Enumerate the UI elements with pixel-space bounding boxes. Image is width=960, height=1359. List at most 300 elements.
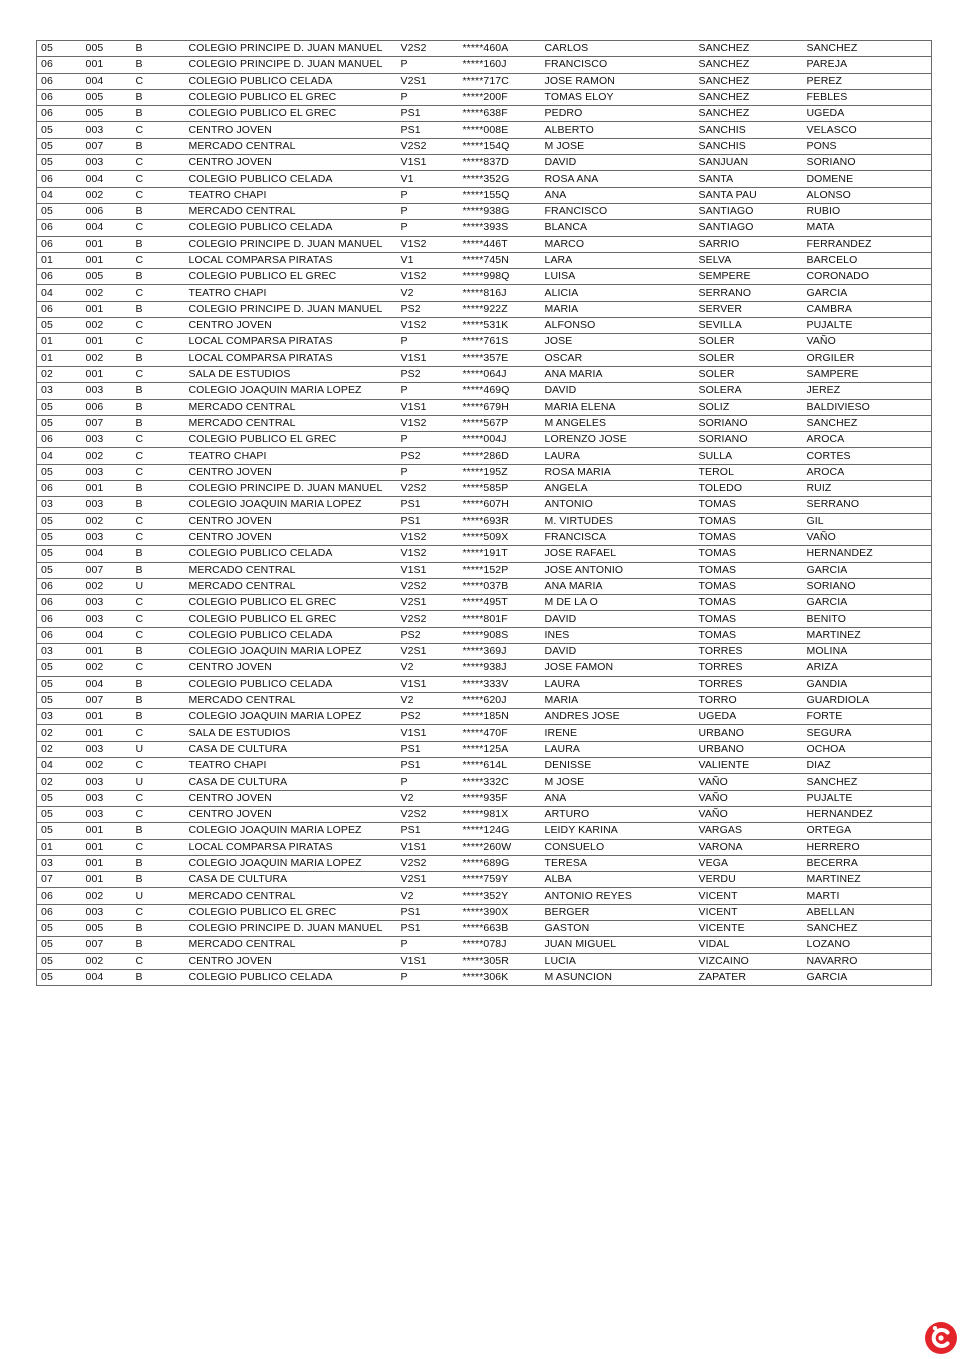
cell-first-name: ANA MARIA	[541, 578, 695, 594]
cell-role-code: V1S1	[397, 725, 459, 741]
table-row	[37, 921, 932, 937]
cell-first-name: ANA MARIA	[541, 366, 695, 382]
cell-surname-1: SANCHEZ	[695, 73, 803, 89]
cell-section: 003	[82, 904, 132, 920]
cell-surname-2: HERRERO	[803, 839, 932, 855]
cell-polling-place: MERCADO CENTRAL	[185, 203, 397, 219]
cell-table-letter: U	[132, 774, 185, 790]
cell-polling-place: CASA DE CULTURA	[185, 741, 397, 757]
table-row	[37, 660, 932, 676]
cell-district: 05	[37, 122, 82, 138]
cell-surname-2: PEREZ	[803, 73, 932, 89]
cell-polling-place: COLEGIO PUBLICO CELADA	[185, 73, 397, 89]
cell-section: 002	[82, 660, 132, 676]
cell-section: 003	[82, 774, 132, 790]
cell-district: 06	[37, 301, 82, 317]
table-row	[37, 823, 932, 839]
cell-first-name: ALBA	[541, 872, 695, 888]
cell-first-name: M. VIRTUDES	[541, 513, 695, 529]
cell-surname-1: TOMAS	[695, 546, 803, 562]
cell-polling-place: MERCADO CENTRAL	[185, 578, 397, 594]
cell-surname-1: SANTA	[695, 171, 803, 187]
cell-table-letter: B	[132, 383, 185, 399]
cell-section: 006	[82, 399, 132, 415]
cell-section: 003	[82, 529, 132, 545]
publisher-logo-icon	[924, 1321, 958, 1355]
cell-table-letter: B	[132, 546, 185, 562]
cell-polling-place: CENTRO JOVEN	[185, 318, 397, 334]
cell-polling-place: CENTRO JOVEN	[185, 464, 397, 480]
cell-table-letter: C	[132, 73, 185, 89]
table-row	[37, 953, 932, 969]
cell-surname-1: VALIENTE	[695, 758, 803, 774]
cell-id-masked: *****816J	[459, 285, 541, 301]
cell-polling-place: COLEGIO PRINCIPE D. JUAN MANUEL	[185, 41, 397, 57]
cell-district: 05	[37, 203, 82, 219]
cell-table-letter: B	[132, 106, 185, 122]
cell-role-code: PS1	[397, 921, 459, 937]
cell-first-name: DAVID	[541, 643, 695, 659]
cell-id-masked: *****638F	[459, 106, 541, 122]
cell-role-code: V1	[397, 171, 459, 187]
cell-first-name: DAVID	[541, 611, 695, 627]
table-row	[37, 611, 932, 627]
cell-role-code: V1S2	[397, 415, 459, 431]
cell-table-letter: C	[132, 953, 185, 969]
cell-polling-place: COLEGIO PUBLICO CELADA	[185, 969, 397, 985]
table-row	[37, 57, 932, 73]
cell-table-letter: C	[132, 432, 185, 448]
cell-polling-place: COLEGIO PUBLICO CELADA	[185, 171, 397, 187]
cell-table-letter: B	[132, 969, 185, 985]
cell-surname-1: SANCHEZ	[695, 41, 803, 57]
cell-surname-1: TOMAS	[695, 529, 803, 545]
cell-role-code: P	[397, 334, 459, 350]
cell-first-name: TOMAS ELOY	[541, 89, 695, 105]
cell-role-code: P	[397, 464, 459, 480]
cell-table-letter: U	[132, 578, 185, 594]
cell-surname-2: BARCELO	[803, 252, 932, 268]
cell-surname-1: VAÑO	[695, 774, 803, 790]
cell-section: 003	[82, 432, 132, 448]
cell-district: 02	[37, 725, 82, 741]
cell-table-letter: U	[132, 741, 185, 757]
cell-role-code: P	[397, 432, 459, 448]
cell-role-code: P	[397, 187, 459, 203]
cell-table-letter: B	[132, 269, 185, 285]
cell-surname-2: MARTINEZ	[803, 627, 932, 643]
cell-first-name: JOSE FAMON	[541, 660, 695, 676]
cell-surname-2: MATA	[803, 220, 932, 236]
cell-district: 05	[37, 415, 82, 431]
cell-role-code: PS1	[397, 106, 459, 122]
table-row	[37, 481, 932, 497]
cell-id-masked: *****614L	[459, 758, 541, 774]
table-row	[37, 627, 932, 643]
cell-surname-2: DIAZ	[803, 758, 932, 774]
cell-surname-2: PUJALTE	[803, 318, 932, 334]
cell-district: 05	[37, 921, 82, 937]
cell-polling-place: CENTRO JOVEN	[185, 155, 397, 171]
cell-surname-2: GARCIA	[803, 562, 932, 578]
cell-surname-2: SAMPERE	[803, 366, 932, 382]
cell-section: 002	[82, 187, 132, 203]
cell-id-masked: *****200F	[459, 89, 541, 105]
cell-district: 05	[37, 41, 82, 57]
cell-table-letter: C	[132, 839, 185, 855]
cell-district: 06	[37, 220, 82, 236]
cell-district: 05	[37, 969, 82, 985]
cell-district: 01	[37, 334, 82, 350]
cell-role-code: P	[397, 57, 459, 73]
cell-role-code: V2S2	[397, 138, 459, 154]
cell-first-name: DAVID	[541, 155, 695, 171]
cell-polling-place: COLEGIO PUBLICO EL GREC	[185, 89, 397, 105]
cell-first-name: ANTONIO	[541, 497, 695, 513]
cell-role-code: V2	[397, 660, 459, 676]
table-row	[37, 155, 932, 171]
cell-table-letter: B	[132, 562, 185, 578]
cell-table-letter: C	[132, 252, 185, 268]
cell-first-name: JOSE RAMON	[541, 73, 695, 89]
cell-id-masked: *****460A	[459, 41, 541, 57]
cell-first-name: FRANCISCA	[541, 529, 695, 545]
cell-id-masked: *****679H	[459, 399, 541, 415]
cell-role-code: V2S2	[397, 481, 459, 497]
cell-section: 002	[82, 513, 132, 529]
cell-surname-2: AROCA	[803, 432, 932, 448]
cell-table-letter: C	[132, 122, 185, 138]
cell-section: 003	[82, 122, 132, 138]
cell-role-code: V1S1	[397, 839, 459, 855]
cell-first-name: PEDRO	[541, 106, 695, 122]
cell-role-code: PS2	[397, 448, 459, 464]
cell-role-code: PS1	[397, 513, 459, 529]
cell-id-masked: *****446T	[459, 236, 541, 252]
cell-table-letter: B	[132, 937, 185, 953]
cell-first-name: M ASUNCION	[541, 969, 695, 985]
cell-polling-place: COLEGIO PRINCIPE D. JUAN MANUEL	[185, 57, 397, 73]
cell-district: 03	[37, 643, 82, 659]
cell-first-name: FRANCISCO	[541, 203, 695, 219]
cell-polling-place: CASA DE CULTURA	[185, 774, 397, 790]
cell-district: 06	[37, 432, 82, 448]
cell-id-masked: *****191T	[459, 546, 541, 562]
cell-section: 001	[82, 481, 132, 497]
cell-polling-place: COLEGIO JOAQUIN MARIA LOPEZ	[185, 823, 397, 839]
cell-section: 001	[82, 872, 132, 888]
cell-table-letter: B	[132, 203, 185, 219]
cell-surname-1: VAÑO	[695, 790, 803, 806]
table-row	[37, 301, 932, 317]
cell-surname-1: SANTIAGO	[695, 203, 803, 219]
cell-table-letter: B	[132, 823, 185, 839]
cell-table-letter: C	[132, 334, 185, 350]
cell-first-name: M JOSE	[541, 774, 695, 790]
cell-polling-place: CENTRO JOVEN	[185, 953, 397, 969]
cell-first-name: LUCIA	[541, 953, 695, 969]
cell-surname-2: SERRANO	[803, 497, 932, 513]
cell-section: 005	[82, 106, 132, 122]
cell-id-masked: *****663B	[459, 921, 541, 937]
cell-surname-1: TOMAS	[695, 562, 803, 578]
cell-polling-place: CENTRO JOVEN	[185, 806, 397, 822]
cell-section: 007	[82, 415, 132, 431]
cell-id-masked: *****286D	[459, 448, 541, 464]
cell-surname-1: TORRES	[695, 676, 803, 692]
table-row	[37, 969, 932, 985]
cell-id-masked: *****509X	[459, 529, 541, 545]
cell-polling-place: COLEGIO JOAQUIN MARIA LOPEZ	[185, 383, 397, 399]
cell-section: 002	[82, 758, 132, 774]
cell-role-code: PS2	[397, 366, 459, 382]
cell-district: 01	[37, 350, 82, 366]
cell-table-letter: C	[132, 464, 185, 480]
cell-surname-2: VAÑO	[803, 334, 932, 350]
table-row	[37, 318, 932, 334]
cell-surname-2: FERRANDEZ	[803, 236, 932, 252]
cell-surname-1: SULLA	[695, 448, 803, 464]
cell-id-masked: *****390X	[459, 904, 541, 920]
cell-section: 001	[82, 725, 132, 741]
cell-id-masked: *****369J	[459, 643, 541, 659]
table-row	[37, 725, 932, 741]
cell-district: 05	[37, 562, 82, 578]
cell-id-masked: *****761S	[459, 334, 541, 350]
cell-role-code: V2S2	[397, 578, 459, 594]
cell-table-letter: B	[132, 872, 185, 888]
cell-section: 005	[82, 41, 132, 57]
cell-surname-1: VARGAS	[695, 823, 803, 839]
table-row	[37, 562, 932, 578]
cell-id-masked: *****470F	[459, 725, 541, 741]
cell-table-letter: C	[132, 187, 185, 203]
cell-polling-place: CENTRO JOVEN	[185, 660, 397, 676]
cell-surname-2: ALONSO	[803, 187, 932, 203]
cell-surname-1: SANTIAGO	[695, 220, 803, 236]
cell-surname-1: VICENT	[695, 888, 803, 904]
cell-surname-1: TORRO	[695, 692, 803, 708]
cell-surname-2: GANDIA	[803, 676, 932, 692]
table-row	[37, 432, 932, 448]
cell-first-name: ANA	[541, 790, 695, 806]
cell-polling-place: COLEGIO PUBLICO CELADA	[185, 220, 397, 236]
cell-table-letter: B	[132, 57, 185, 73]
cell-surname-2: SORIANO	[803, 578, 932, 594]
cell-table-letter: C	[132, 155, 185, 171]
cell-first-name: MARIA	[541, 301, 695, 317]
cell-section: 004	[82, 546, 132, 562]
cell-section: 002	[82, 953, 132, 969]
cell-role-code: V1S1	[397, 399, 459, 415]
cell-district: 05	[37, 660, 82, 676]
cell-district: 05	[37, 546, 82, 562]
cell-surname-1: VAÑO	[695, 806, 803, 822]
cell-first-name: M JOSE	[541, 138, 695, 154]
cell-section: 003	[82, 383, 132, 399]
cell-surname-1: UGEDA	[695, 709, 803, 725]
cell-first-name: ARTURO	[541, 806, 695, 822]
cell-id-masked: *****531K	[459, 318, 541, 334]
cell-role-code: V1S1	[397, 676, 459, 692]
cell-surname-1: SANCHIS	[695, 122, 803, 138]
cell-polling-place: COLEGIO PRINCIPE D. JUAN MANUEL	[185, 921, 397, 937]
cell-first-name: CONSUELO	[541, 839, 695, 855]
cell-first-name: ANTONIO REYES	[541, 888, 695, 904]
table-row	[37, 73, 932, 89]
cell-role-code: V2	[397, 692, 459, 708]
cell-surname-1: VERDU	[695, 872, 803, 888]
cell-table-letter: C	[132, 529, 185, 545]
cell-section: 002	[82, 578, 132, 594]
cell-first-name: LEIDY KARINA	[541, 823, 695, 839]
cell-district: 06	[37, 595, 82, 611]
cell-id-masked: *****801F	[459, 611, 541, 627]
cell-polling-place: COLEGIO JOAQUIN MARIA LOPEZ	[185, 855, 397, 871]
cell-id-masked: *****693R	[459, 513, 541, 529]
cell-polling-place: COLEGIO JOAQUIN MARIA LOPEZ	[185, 497, 397, 513]
cell-surname-1: SERVER	[695, 301, 803, 317]
cell-surname-1: TEROL	[695, 464, 803, 480]
cell-section: 007	[82, 138, 132, 154]
cell-district: 06	[37, 171, 82, 187]
table-row	[37, 676, 932, 692]
cell-surname-1: TOMAS	[695, 611, 803, 627]
cell-polling-place: MERCADO CENTRAL	[185, 399, 397, 415]
cell-first-name: LARA	[541, 252, 695, 268]
cell-role-code: P	[397, 383, 459, 399]
cell-district: 06	[37, 888, 82, 904]
cell-surname-1: SORIANO	[695, 415, 803, 431]
cell-id-masked: *****125A	[459, 741, 541, 757]
cell-first-name: JOSE	[541, 334, 695, 350]
cell-table-letter: C	[132, 660, 185, 676]
cell-surname-2: SANCHEZ	[803, 41, 932, 57]
cell-surname-1: SEMPERE	[695, 269, 803, 285]
cell-role-code: V1S2	[397, 546, 459, 562]
cell-district: 05	[37, 953, 82, 969]
cell-section: 001	[82, 709, 132, 725]
cell-surname-1: VIDAL	[695, 937, 803, 953]
cell-id-masked: *****078J	[459, 937, 541, 953]
cell-polling-place: COLEGIO PUBLICO EL GREC	[185, 432, 397, 448]
cell-surname-2: PONS	[803, 138, 932, 154]
cell-first-name: BERGER	[541, 904, 695, 920]
cell-role-code: V1	[397, 252, 459, 268]
cell-table-letter: C	[132, 595, 185, 611]
table-row	[37, 595, 932, 611]
cell-section: 001	[82, 823, 132, 839]
cell-id-masked: *****305R	[459, 953, 541, 969]
cell-surname-2: FORTE	[803, 709, 932, 725]
cell-role-code: V1S2	[397, 236, 459, 252]
cell-surname-1: SERRANO	[695, 285, 803, 301]
cell-role-code: V1S1	[397, 953, 459, 969]
cell-table-letter: C	[132, 806, 185, 822]
cell-surname-2: RUBIO	[803, 203, 932, 219]
cell-surname-1: SARRIO	[695, 236, 803, 252]
table-row	[37, 888, 932, 904]
cell-polling-place: COLEGIO JOAQUIN MARIA LOPEZ	[185, 643, 397, 659]
cell-surname-2: MARTI	[803, 888, 932, 904]
cell-surname-2: RUIZ	[803, 481, 932, 497]
cell-id-masked: *****152P	[459, 562, 541, 578]
cell-role-code: V2	[397, 790, 459, 806]
table-row	[37, 236, 932, 252]
cell-polling-place: MERCADO CENTRAL	[185, 562, 397, 578]
cell-section: 004	[82, 171, 132, 187]
cell-table-letter: C	[132, 448, 185, 464]
cell-section: 003	[82, 806, 132, 822]
cell-role-code: V2S1	[397, 595, 459, 611]
table-row	[37, 220, 932, 236]
table-row	[37, 448, 932, 464]
cell-section: 001	[82, 334, 132, 350]
cell-surname-1: VICENT	[695, 904, 803, 920]
cell-id-masked: *****495T	[459, 595, 541, 611]
cell-surname-1: TOMAS	[695, 513, 803, 529]
cell-table-letter: C	[132, 725, 185, 741]
cell-role-code: PS1	[397, 823, 459, 839]
cell-district: 06	[37, 236, 82, 252]
cell-surname-2: DOMENE	[803, 171, 932, 187]
cell-id-masked: *****689G	[459, 855, 541, 871]
cell-section: 002	[82, 448, 132, 464]
cell-table-letter: B	[132, 709, 185, 725]
cell-role-code: P	[397, 220, 459, 236]
cell-polling-place: COLEGIO PUBLICO EL GREC	[185, 611, 397, 627]
cell-role-code: P	[397, 937, 459, 953]
cell-id-masked: *****935F	[459, 790, 541, 806]
cell-polling-place: COLEGIO PUBLICO EL GREC	[185, 904, 397, 920]
cell-role-code: PS1	[397, 758, 459, 774]
cell-surname-1: TOMAS	[695, 627, 803, 643]
cell-district: 06	[37, 627, 82, 643]
cell-table-letter: B	[132, 497, 185, 513]
cell-table-letter: C	[132, 285, 185, 301]
cell-district: 03	[37, 383, 82, 399]
cell-section: 004	[82, 969, 132, 985]
cell-first-name: MARIA ELENA	[541, 399, 695, 415]
cell-surname-2: MARTINEZ	[803, 872, 932, 888]
cell-table-letter: C	[132, 758, 185, 774]
cell-surname-2: SANCHEZ	[803, 774, 932, 790]
cell-polling-place: CENTRO JOVEN	[185, 122, 397, 138]
cell-table-letter: C	[132, 513, 185, 529]
cell-table-letter: C	[132, 366, 185, 382]
table-row	[37, 741, 932, 757]
cell-polling-place: COLEGIO PUBLICO CELADA	[185, 676, 397, 692]
cell-first-name: MARCO	[541, 236, 695, 252]
cell-table-letter: U	[132, 888, 185, 904]
cell-district: 05	[37, 937, 82, 953]
table-row	[37, 578, 932, 594]
cell-section: 007	[82, 562, 132, 578]
cell-role-code: V2S1	[397, 872, 459, 888]
cell-district: 05	[37, 464, 82, 480]
cell-section: 003	[82, 464, 132, 480]
cell-polling-place: CASA DE CULTURA	[185, 872, 397, 888]
cell-section: 001	[82, 57, 132, 73]
table-row	[37, 709, 932, 725]
cell-role-code: V1S2	[397, 269, 459, 285]
cell-first-name: MARIA	[541, 692, 695, 708]
cell-surname-1: SANCHEZ	[695, 57, 803, 73]
cell-id-masked: *****332C	[459, 774, 541, 790]
cell-id-masked: *****352Y	[459, 888, 541, 904]
cell-first-name: ANA	[541, 187, 695, 203]
cell-id-masked: *****352G	[459, 171, 541, 187]
